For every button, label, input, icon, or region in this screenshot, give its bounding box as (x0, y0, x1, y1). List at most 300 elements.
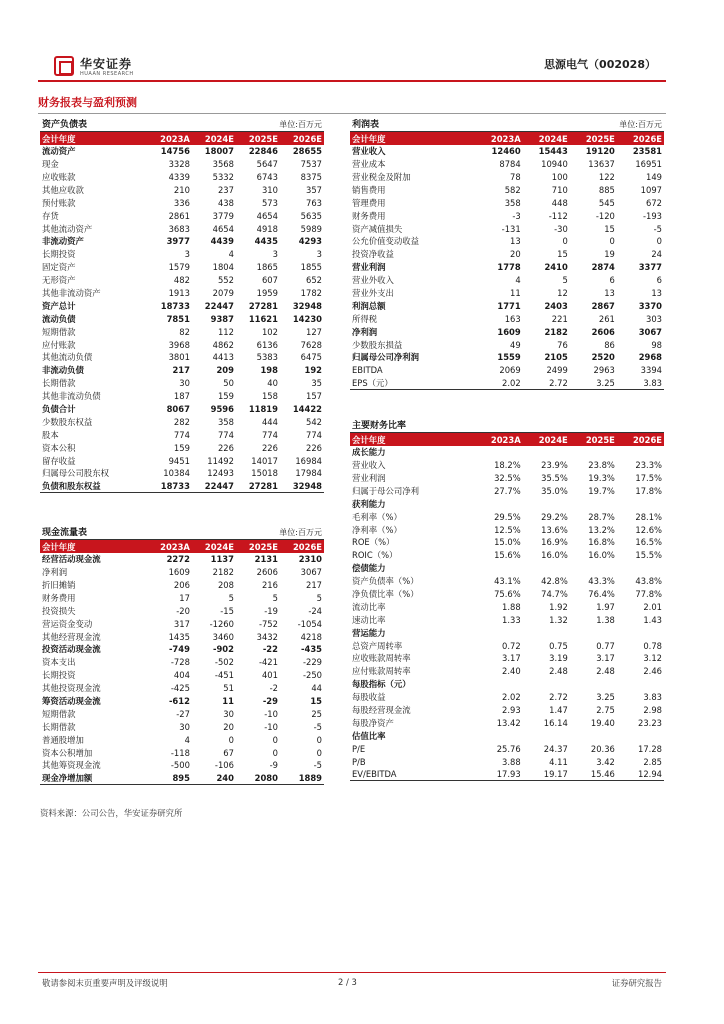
table-row (350, 497, 664, 510)
column-header: 2026E (617, 433, 664, 446)
table-row (40, 428, 324, 441)
cell-value: 0 (272, 747, 278, 758)
cell-value: 438 (217, 197, 234, 208)
cell-value: 1579 (168, 262, 190, 273)
cell-value: 4439 (210, 236, 234, 247)
cell-value: 32.5% (494, 473, 521, 483)
cell-value: 15 (310, 696, 322, 707)
cell-value (570, 497, 617, 510)
cell-value: 3 (316, 249, 322, 260)
cell-value: 210 (173, 184, 190, 195)
cell-value: 20 (223, 721, 234, 732)
table-row (350, 274, 664, 287)
row-label: 管理费用 (352, 197, 386, 208)
cell-value: 0.77 (596, 640, 615, 651)
table-row (350, 364, 664, 377)
row-label: 折旧摊销 (42, 580, 76, 590)
cell-value: 14230 (292, 313, 322, 324)
table-row (350, 248, 664, 261)
table-row (40, 643, 324, 656)
table-header-row (350, 132, 664, 145)
cell-value: 542 (306, 416, 322, 427)
cell-value: 17.93 (476, 768, 523, 781)
cell-value: 358 (504, 197, 521, 208)
row-label: 营业外支出 (352, 288, 394, 299)
cell-value: 358 (217, 416, 234, 427)
cell-value: 14756 (160, 146, 190, 157)
cell-value: 2.98 (643, 705, 662, 716)
table-row (40, 351, 324, 364)
table-row (40, 553, 324, 566)
row-label: 资本支出 (42, 657, 76, 668)
cell-value: 448 (551, 197, 568, 208)
cell-value: 40 (267, 378, 278, 389)
row-label: 少数股东权益 (42, 416, 93, 427)
cell-value: 24.37 (543, 743, 568, 754)
table-row (350, 196, 664, 209)
table-row (350, 665, 664, 678)
table-row (350, 575, 664, 588)
cell-value: 0.78 (643, 640, 662, 651)
table-row (40, 158, 324, 171)
cell-value: 15443 (538, 146, 568, 157)
cell-value: 5989 (300, 223, 322, 234)
row-label: 财务费用 (42, 592, 76, 603)
row-label: 营运能力 (352, 627, 386, 638)
cell-value: 13637 (588, 159, 615, 170)
table-row (40, 145, 324, 158)
cell-value (617, 562, 664, 575)
cell-value: 3568 (212, 159, 234, 170)
cell-value: 763 (306, 197, 322, 208)
cell-value: 2.01 (643, 601, 662, 612)
cell-value: 10384 (163, 468, 190, 479)
row-label: 归属母公司净利润 (352, 352, 419, 363)
cell-value: 1.97 (596, 601, 615, 612)
cell-value: 76.4% (588, 589, 615, 600)
column-header: 会计年度 (40, 132, 148, 145)
row-label: 现金净增加额 (40, 772, 148, 785)
row-label: 获利能力 (352, 498, 386, 509)
cell-value: 3370 (638, 300, 662, 311)
cell-value: 27281 (236, 480, 280, 493)
cell-value: 19.17 (523, 768, 570, 781)
cell-value: 11819 (248, 404, 278, 415)
cell-value: 4654 (256, 210, 278, 221)
cell-value: 11 (510, 288, 521, 299)
cell-value: -15 (220, 605, 234, 616)
column-header: 2024E (523, 132, 570, 145)
cell-value: 1913 (168, 288, 190, 299)
row-label: 利润总额 (352, 300, 386, 311)
cell-value: 13 (510, 236, 521, 247)
cell-value: -9 (269, 760, 278, 771)
cell-value: 216 (261, 580, 278, 590)
table-row (40, 248, 324, 261)
cell-value: 208 (217, 580, 234, 590)
cell-value: 75.6% (494, 589, 521, 600)
table-row (40, 480, 324, 493)
cell-value: 159 (217, 391, 234, 402)
cell-value: 16.9% (541, 537, 568, 548)
column-header: 2024E (192, 540, 236, 553)
cell-value: 17.28 (638, 743, 662, 754)
cell-value: -5 (313, 721, 322, 732)
cell-value: 1.92 (549, 601, 568, 612)
cell-value: 5647 (256, 159, 278, 170)
table-header-row (40, 132, 324, 145)
cell-value: 35 (311, 378, 322, 389)
cell-value (523, 729, 570, 742)
row-label: 销售费用 (352, 184, 386, 195)
cell-value: -502 (214, 657, 234, 668)
cell-value: -193 (642, 210, 662, 221)
cell-value: 8784 (499, 159, 521, 170)
cell-value: 2499 (546, 365, 568, 376)
cell-value: 15 (557, 249, 568, 260)
cell-value: 98 (651, 339, 662, 350)
cell-value: 1559 (497, 352, 521, 363)
row-label: 每股净资产 (352, 717, 394, 728)
cell-value: 23.3% (635, 460, 662, 471)
cell-value: 77.8% (635, 589, 662, 600)
cell-value (617, 626, 664, 639)
cell-value: 0.75 (549, 640, 568, 651)
row-label: 应付账款 (42, 339, 76, 350)
cell-value: 4 (228, 249, 234, 260)
cell-value: 5 (272, 592, 278, 603)
cell-value: 2.85 (643, 756, 662, 767)
cell-value: 0 (316, 734, 322, 745)
cell-value: -229 (302, 657, 322, 668)
cell-value: -120 (595, 210, 615, 221)
row-label: 营业利润 (352, 262, 386, 273)
cell-value: -425 (170, 683, 190, 694)
table-row (350, 235, 664, 248)
cell-value: 545 (598, 197, 615, 208)
cell-value: 35.5% (541, 473, 568, 483)
table-row (40, 759, 324, 772)
cell-value: 12 (557, 288, 568, 299)
cell-value: 17 (179, 592, 190, 603)
cell-value (476, 729, 523, 742)
cell-value: 1771 (497, 300, 521, 311)
table-row (40, 235, 324, 248)
cell-value: 16.0% (541, 550, 568, 561)
cell-value: -20 (176, 605, 190, 616)
table-row (350, 325, 664, 338)
source-note: 资料来源：公司公告，华安证券研究所 (40, 808, 183, 818)
row-label: 营运资金变动 (42, 618, 93, 629)
cell-value: 30 (179, 721, 190, 732)
table-row (350, 600, 664, 613)
table-title-row (350, 420, 664, 433)
cell-value: 1889 (280, 772, 324, 785)
cell-value: 43.1% (494, 576, 521, 587)
cell-value: 30 (179, 378, 190, 389)
cell-value (570, 626, 617, 639)
cell-value: 885 (598, 184, 615, 195)
cell-value: 261 (598, 313, 615, 324)
cell-value: 1778 (497, 262, 521, 273)
cell-value (476, 497, 523, 510)
cell-value: -131 (501, 223, 521, 234)
cell-value: 1.47 (549, 705, 568, 716)
cell-value: 8375 (300, 172, 322, 182)
column-header: 2023A (148, 132, 192, 145)
cell-value: 895 (148, 772, 192, 785)
cell-value (476, 446, 523, 459)
table-row (40, 222, 324, 235)
row-label: 营业外收入 (352, 275, 394, 286)
row-label: 投资损失 (42, 605, 76, 616)
table-title-row (40, 527, 324, 540)
cell-value: 32948 (292, 300, 322, 311)
table-row (40, 772, 324, 785)
cell-value: -3 (512, 210, 521, 221)
table-row (350, 549, 664, 562)
table-row (40, 630, 324, 643)
cell-value: 19120 (585, 146, 615, 157)
table-row (350, 351, 664, 364)
table-row (40, 591, 324, 604)
cell-value: 20 (510, 249, 521, 260)
row-label: 少数股东损益 (352, 339, 403, 350)
cell-value (570, 446, 617, 459)
cell-value: 15.46 (570, 768, 617, 781)
row-label: 其他应收款 (42, 184, 84, 195)
cell-value: 2606 (256, 567, 278, 578)
cell-value: 5 (316, 592, 322, 603)
cell-value: 0 (272, 734, 278, 745)
column-header: 2024E (192, 132, 236, 145)
cell-value: 4218 (300, 631, 322, 642)
cell-value: 2.02 (502, 692, 521, 703)
cell-value: 18733 (148, 480, 192, 493)
table-row (350, 626, 664, 639)
cell-value: 6 (656, 275, 662, 286)
row-label: 其他经营现金流 (42, 631, 101, 642)
cell-value: 2606 (591, 326, 615, 337)
column-header: 2025E (236, 540, 280, 553)
cell-value: 357 (306, 184, 322, 195)
column-header: 会计年度 (40, 540, 148, 553)
page-number: 2 / 3 (338, 977, 357, 987)
cell-value (617, 446, 664, 459)
balance-sheet-table (40, 119, 324, 493)
cell-value: 86 (604, 339, 615, 350)
cell-value: 19.40 (590, 717, 615, 728)
table-row (350, 459, 664, 472)
row-label: 预付账款 (42, 197, 76, 208)
row-label: 净利润 (352, 326, 378, 337)
cell-value: 18007 (204, 146, 234, 157)
cell-value: -30 (554, 223, 568, 234)
cell-value: 482 (173, 275, 190, 286)
cell-value: 2272 (166, 554, 190, 565)
cell-value: -106 (214, 760, 234, 771)
row-label: 营业成本 (352, 159, 386, 170)
row-label: 普通股增加 (42, 734, 84, 745)
table-unit: 单位:百万元 (236, 119, 324, 132)
table-row (40, 415, 324, 428)
cell-value: 4918 (256, 223, 278, 234)
row-label: P/E (352, 743, 366, 754)
cell-value: 1.33 (502, 614, 521, 625)
table-row (40, 312, 324, 325)
cell-value: 6475 (300, 352, 322, 363)
table-title: 资产负债表 (40, 119, 236, 132)
cell-value: 16.14 (543, 717, 568, 728)
cell-value: 1.38 (596, 614, 615, 625)
cell-value: 102 (261, 326, 278, 337)
table-row (40, 287, 324, 300)
cash-flow-table (40, 527, 324, 785)
cell-value: 2963 (593, 365, 615, 376)
row-label: EBITDA (352, 365, 383, 376)
cell-value: 13.2% (588, 524, 615, 535)
table-row (350, 287, 664, 300)
cell-value: 3460 (212, 631, 234, 642)
table-row (350, 312, 664, 325)
cell-value: 158 (261, 391, 278, 402)
row-label: 每股经营现金流 (352, 705, 411, 716)
row-label: 留存收益 (42, 455, 76, 466)
cell-value: 23.9% (541, 460, 568, 471)
row-label: 其他筹资现金流 (42, 760, 101, 771)
cell-value: 22447 (204, 300, 234, 311)
cell-value: 25 (311, 708, 322, 719)
row-label: P/B (352, 756, 366, 767)
cell-value: 2.93 (502, 705, 521, 716)
cell-value: 2105 (544, 352, 568, 363)
cell-value: 28655 (292, 146, 322, 157)
table-row (350, 183, 664, 196)
cell-value: 1609 (497, 326, 521, 337)
cell-value: 3.42 (596, 756, 615, 767)
page-header (38, 52, 666, 82)
table-row (350, 613, 664, 626)
cell-value: 157 (306, 391, 322, 402)
cell-value: 2182 (212, 567, 234, 578)
row-label: 投资净收益 (352, 249, 394, 260)
cell-value: 6136 (256, 339, 278, 350)
cell-value: 5635 (300, 210, 322, 221)
cell-value: 1.43 (643, 614, 662, 625)
cell-value: 5332 (212, 172, 234, 182)
table-row (40, 467, 324, 480)
cell-value: -749 (168, 644, 190, 655)
table-row (40, 325, 324, 338)
table-unit: 单位:百万元 (570, 119, 664, 132)
cell-value: 4293 (298, 236, 322, 247)
cell-value: 29.2% (541, 511, 568, 522)
table-title-row (40, 119, 324, 132)
table-row (350, 446, 664, 459)
cell-value: 187 (173, 391, 190, 402)
cell-value: 2968 (638, 352, 662, 363)
table-row (40, 171, 324, 184)
cell-value: 25.76 (496, 743, 521, 754)
row-label: EPS（元） (350, 377, 476, 390)
row-label: 总资产周转率 (352, 640, 403, 651)
cell-value: 3.25 (596, 692, 615, 703)
cell-value: 32948 (280, 480, 324, 493)
table-header-row (40, 540, 324, 553)
cell-value: 2080 (236, 772, 280, 785)
row-label: 每股收益 (352, 692, 386, 703)
cell-value: 1435 (168, 631, 190, 642)
cell-value: 2867 (591, 300, 615, 311)
cell-value: -10 (264, 721, 278, 732)
table-row (40, 695, 324, 708)
table-row (40, 377, 324, 390)
cell-value: 774 (173, 429, 190, 440)
row-label: 毛利率（%） (352, 511, 402, 522)
cell-value: 774 (261, 429, 278, 440)
cell-value: 43.8% (635, 576, 662, 587)
cell-value: -118 (170, 747, 190, 758)
cell-value: -902 (212, 644, 234, 655)
cell-value: 0.72 (502, 640, 521, 651)
table-row (40, 579, 324, 592)
cell-value: -451 (214, 670, 234, 681)
cell-value: 0 (228, 734, 234, 745)
row-label: 应收账款 (42, 172, 76, 182)
cell-value: 149 (646, 172, 662, 182)
cell-value (570, 562, 617, 575)
table-row (350, 377, 664, 390)
table-row (350, 691, 664, 704)
cell-value: 4 (184, 734, 190, 745)
cell-value: 159 (173, 442, 190, 453)
column-header: 2024E (523, 433, 570, 446)
table-title: 主要财务比率 (350, 420, 664, 433)
cell-value: -728 (170, 657, 190, 668)
cell-value: 18733 (160, 300, 190, 311)
cell-value: 0 (609, 236, 615, 247)
income-statement-table (350, 119, 664, 390)
cell-value (523, 446, 570, 459)
row-label: 营业收入 (352, 460, 386, 471)
cell-value: 16.5% (635, 537, 662, 548)
cell-value: 1609 (168, 567, 190, 578)
column-header: 会计年度 (350, 433, 476, 446)
row-label: 其他非流动负债 (42, 391, 101, 402)
cell-value: 18.2% (494, 460, 521, 471)
row-label: 应收账款周转率 (352, 653, 411, 664)
cell-value: 2.72 (523, 377, 570, 390)
row-label: 所得税 (352, 313, 378, 324)
table-row (350, 755, 664, 768)
cell-value: 6743 (256, 172, 278, 182)
table-row (350, 716, 664, 729)
cell-value: 12.6% (635, 524, 662, 535)
cell-value: 652 (306, 275, 322, 286)
cell-value: -612 (168, 696, 190, 707)
column-header: 2025E (570, 132, 617, 145)
cell-value: 12.94 (617, 768, 664, 781)
row-label: 股本 (42, 429, 59, 440)
cell-value: 13 (651, 288, 662, 299)
cell-value: 13 (604, 288, 615, 299)
row-label: 营业税金及附加 (352, 172, 411, 182)
brand-name: 华安证券 (80, 57, 133, 71)
cell-value: 3.88 (502, 756, 521, 767)
table-row (40, 390, 324, 403)
cell-value: 192 (304, 365, 322, 376)
column-header: 2023A (148, 540, 192, 553)
